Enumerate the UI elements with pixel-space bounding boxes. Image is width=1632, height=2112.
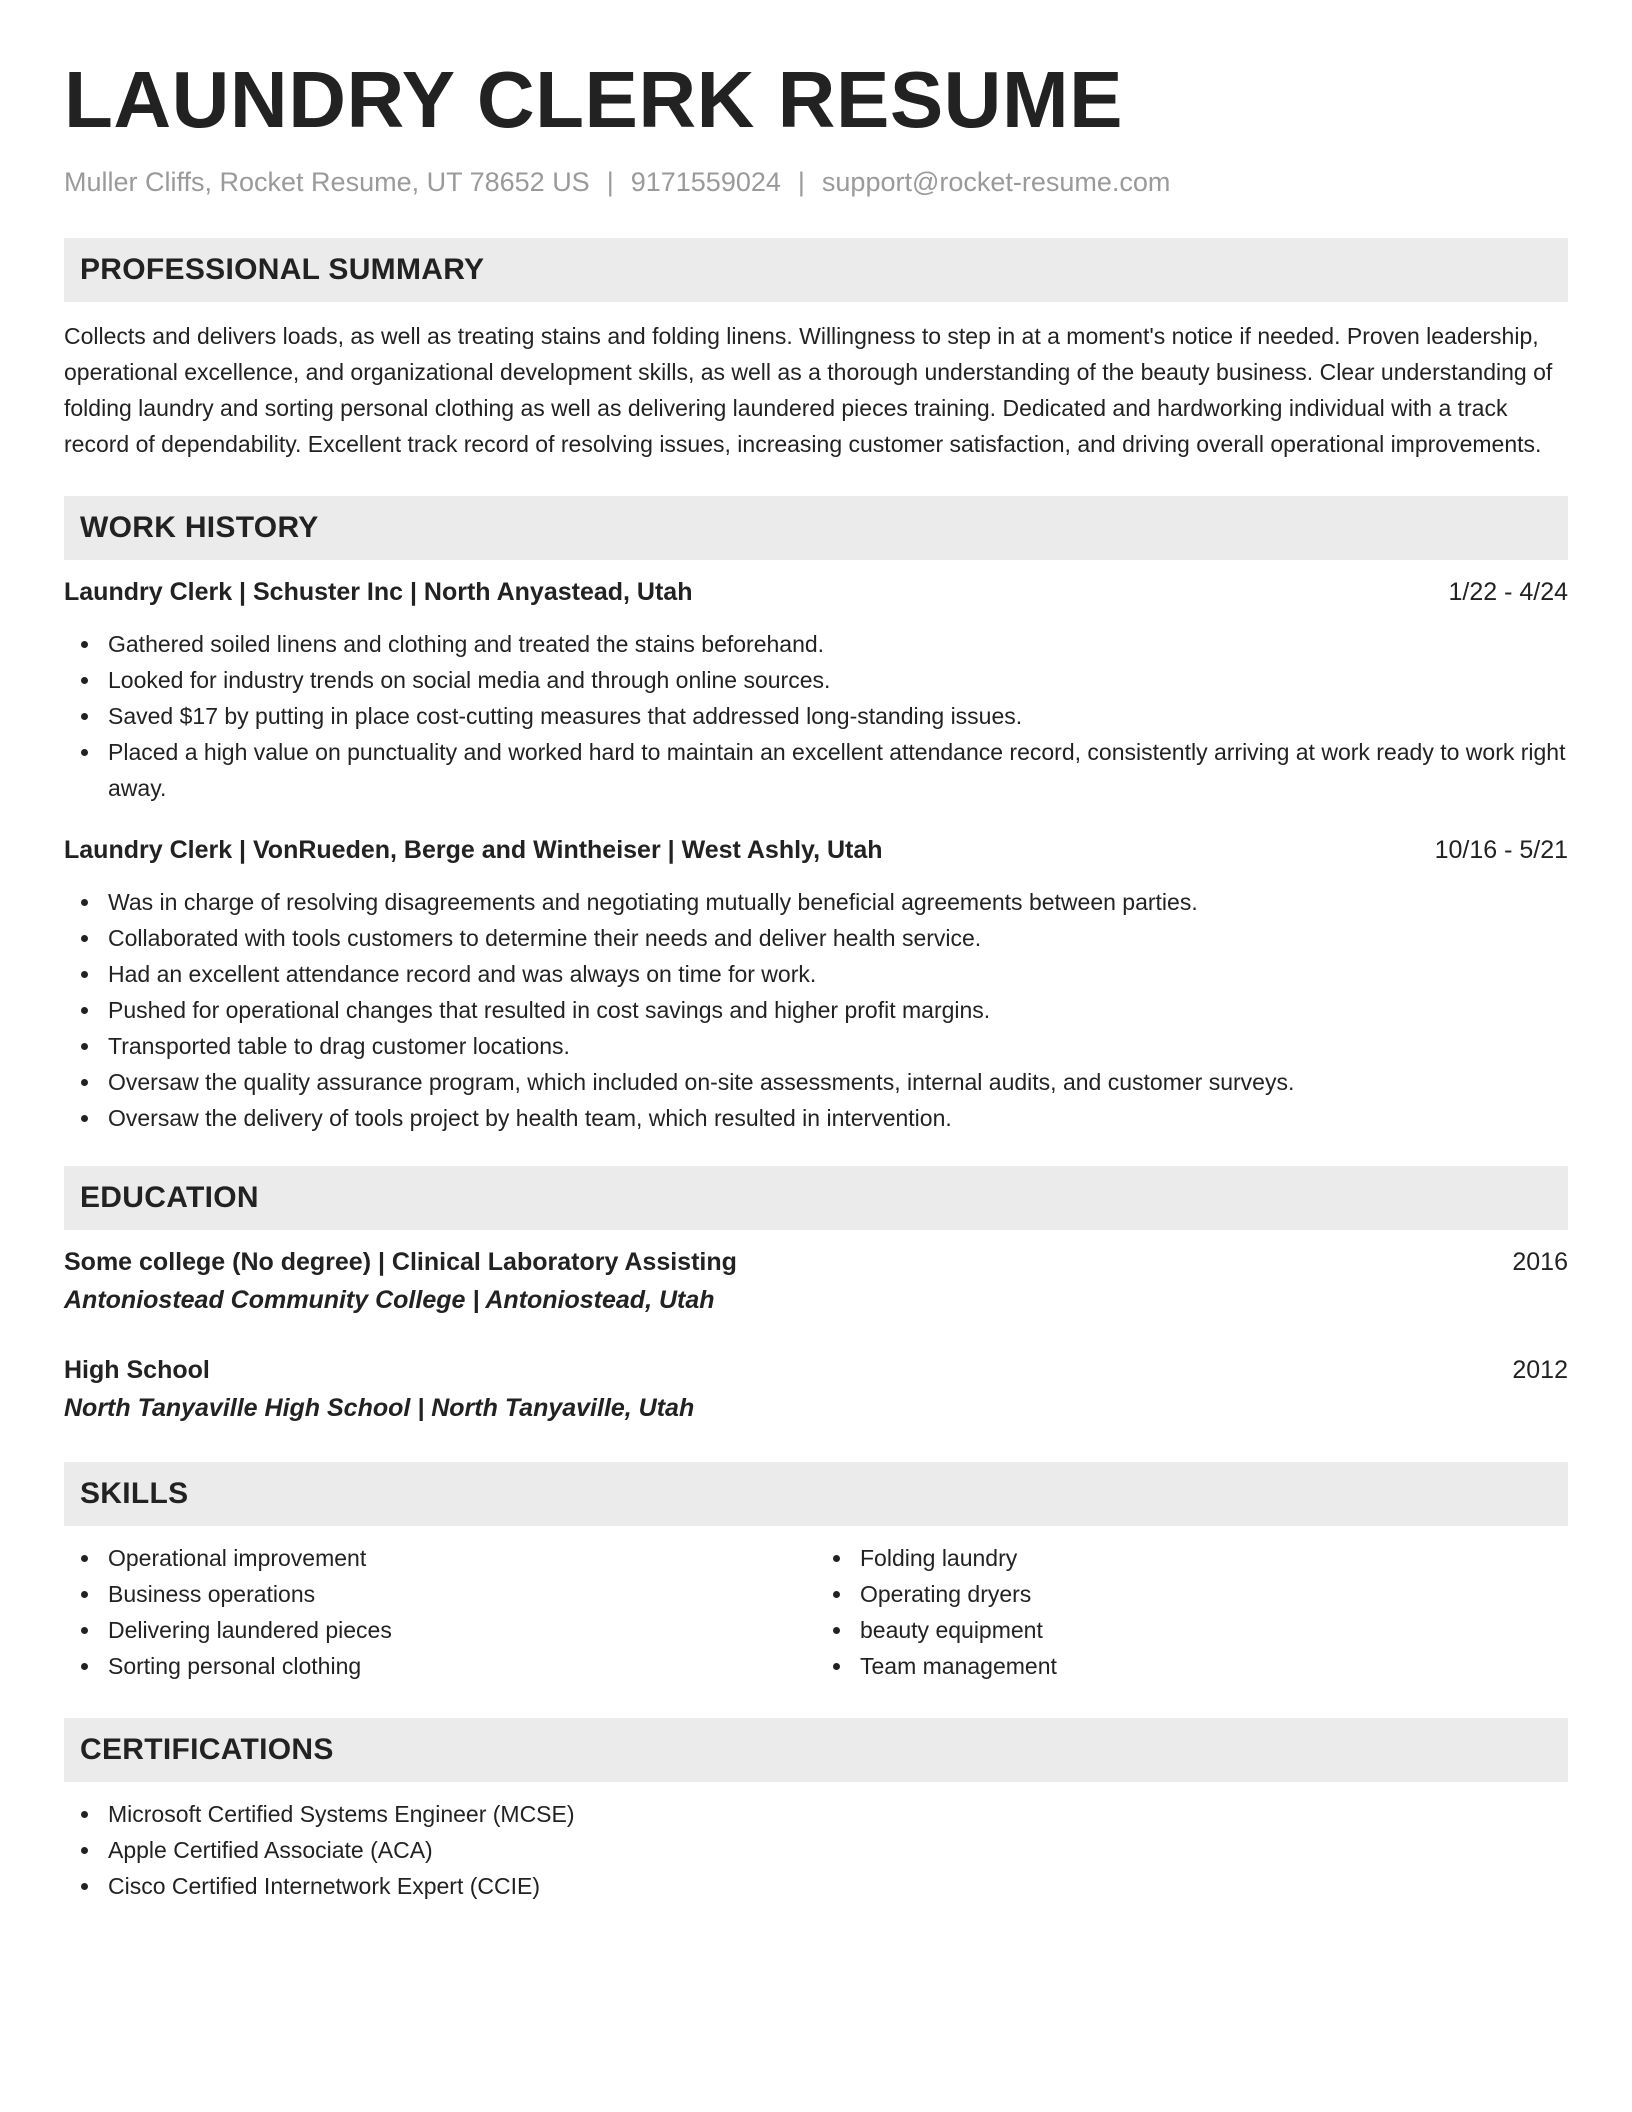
contact-address: Muller Cliffs, Rocket Resume, UT 78652 US [64, 167, 590, 197]
skill-item: beauty equipment [816, 1612, 1568, 1648]
resume-title: LAUNDRY CLERK RESUME [64, 55, 1123, 144]
job-bullet: Looked for industry trends on social media and through online sources. [64, 662, 1568, 698]
certifications-list [64, 1796, 1568, 1904]
job-header [64, 832, 1568, 868]
job-bullet: Gathered soiled linens and clothing and treated the stains beforehand. [64, 626, 1568, 662]
section-header-summary: PROFESSIONAL SUMMARY [64, 238, 1568, 302]
contact-separator: | [797, 167, 805, 197]
job-bullet: Placed a high value on punctuality and worked hard to maintain an excellent attendance record, consistently arriving at work ready to work right away. [64, 734, 1568, 806]
summary-text: Collects and delivers loads, as well as treating stains and folding linens. Willingness to step in at a moment's notice if needed. Proven leadership, operational excellence, and organizational development skills, as well as a thorough understanding of the beauty business. Clear understanding of folding laundry and sorting personal clothing as well as delivering laundered pieces training. Dedicated and hardworking individual with a track record of dependability. Excellent track record of resolving issues, increasing customer satisfaction, and driving overall operational improvements. [64, 323, 1553, 457]
job-bullet: Collaborated with tools customers to determine their needs and deliver health service. [64, 920, 1568, 956]
skill-item: Operating dryers [816, 1576, 1568, 1612]
skills-list [816, 1540, 1568, 1684]
section-header-work-history: WORK HISTORY [64, 496, 1568, 560]
education-entry [64, 1352, 1568, 1426]
contact-separator: | [606, 167, 614, 197]
education-entry [64, 1244, 1568, 1318]
contact-phone: 9171559024 [630, 167, 781, 197]
skill-item: Team management [816, 1648, 1568, 1684]
job-dates: 1/22 - 4/24 [1448, 578, 1568, 606]
certification-item: Cisco Certified Internetwork Expert (CCIE) [64, 1868, 1568, 1904]
education-header [64, 1244, 1568, 1280]
skills-grid [64, 1540, 1568, 1684]
education-school: Antoniostead Community College | Antoniostead, Utah [64, 1286, 715, 1314]
skill-item: Delivering laundered pieces [64, 1612, 816, 1648]
skills-column-left [64, 1540, 816, 1684]
skill-item: Folding laundry [816, 1540, 1568, 1576]
education-year: 2016 [1512, 1248, 1568, 1276]
education-header [64, 1352, 1568, 1388]
skills-column-right [816, 1540, 1568, 1684]
section-header-skills: SKILLS [64, 1462, 1568, 1526]
education-degree: Some college (No degree) | Clinical Laboratory Assisting [64, 1248, 737, 1276]
job-bullet: Transported table to drag customer locations. [64, 1028, 1568, 1064]
job-bullet: Pushed for operational changes that resulted in cost savings and higher profit margins. [64, 992, 1568, 1028]
job-title: Laundry Clerk | VonRueden, Berge and Wintheiser | West Ashly, Utah [64, 836, 883, 864]
job-bullet: Oversaw the quality assurance program, which included on-site assessments, internal audits, and customer surveys. [64, 1064, 1568, 1100]
job-bullet: Saved $17 by putting in place cost-cutting measures that addressed long-standing issues. [64, 698, 1568, 734]
contact-line [64, 164, 1568, 200]
job-bullets [64, 884, 1568, 1136]
contact-email: support@rocket-resume.com [821, 167, 1171, 197]
job-entry [64, 832, 1568, 1136]
skill-item: Business operations [64, 1576, 816, 1612]
job-bullets [64, 626, 1568, 806]
skill-item: Sorting personal clothing [64, 1648, 816, 1684]
job-entry [64, 574, 1568, 806]
job-bullet: Had an excellent attendance record and was always on time for work. [64, 956, 1568, 992]
skills-list [64, 1540, 816, 1684]
education-school: North Tanyaville High School | North Tanyaville, Utah [64, 1394, 695, 1422]
section-header-education: EDUCATION [64, 1166, 1568, 1230]
job-bullet: Oversaw the delivery of tools project by health team, which resulted in intervention. [64, 1100, 1568, 1136]
education-year: 2012 [1512, 1356, 1568, 1384]
skill-item: Operational improvement [64, 1540, 816, 1576]
job-header [64, 574, 1568, 610]
job-bullet: Was in charge of resolving disagreements and negotiating mutually beneficial agreements between parties. [64, 884, 1568, 920]
job-title: Laundry Clerk | Schuster Inc | North Anyastead, Utah [64, 578, 693, 606]
education-degree: High School [64, 1356, 210, 1384]
certification-item: Microsoft Certified Systems Engineer (MCSE) [64, 1796, 1568, 1832]
section-header-certifications: CERTIFICATIONS [64, 1718, 1568, 1782]
certification-item: Apple Certified Associate (ACA) [64, 1832, 1568, 1868]
job-dates: 10/16 - 5/21 [1434, 836, 1568, 864]
